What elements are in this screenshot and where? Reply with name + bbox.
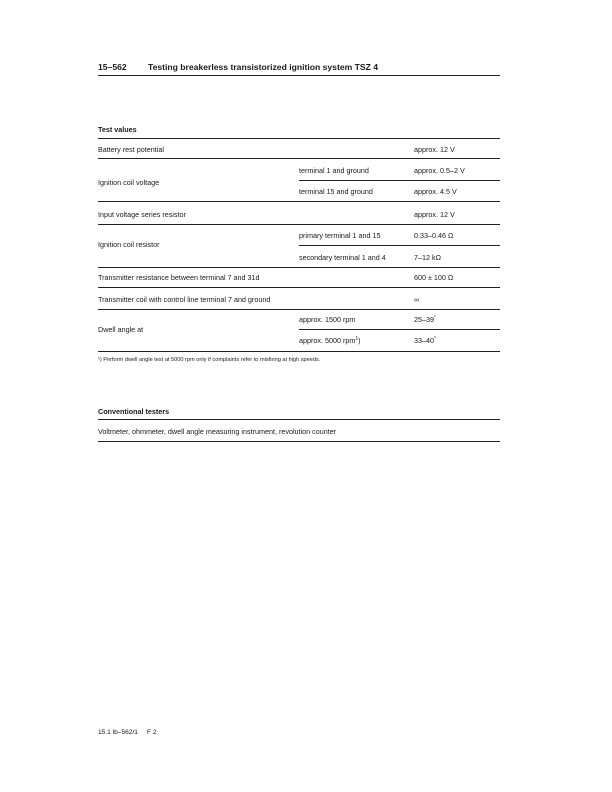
- header-rule: [98, 75, 500, 76]
- transmitter-resistance-label: Transmitter resistance between terminal 7 and 31d: [98, 273, 260, 282]
- dwell-angle-condition-1: approx. 1500 rpm: [299, 315, 356, 324]
- page-header: [98, 62, 500, 76]
- row-rule: [98, 158, 500, 159]
- page-footer: [98, 729, 157, 736]
- ignition-coil-resistor-condition-1: primary terminal 1 and 15: [299, 231, 381, 240]
- footnote-marker-paren: ): [358, 336, 361, 345]
- ignition-coil-voltage-condition-2: terminal 15 and ground: [299, 187, 373, 196]
- test-values-title: Test values: [98, 125, 137, 134]
- transmitter-coil-label: Transmitter coil with control line terminal 7 and ground: [98, 295, 271, 304]
- degree-symbol: °: [434, 336, 436, 342]
- testers-bottom-rule: [98, 441, 500, 442]
- dwell-angle-value-2: [414, 336, 436, 345]
- testers-top-rule: [98, 419, 500, 420]
- ignition-coil-voltage-value-1: approx. 0.5–2 V: [414, 166, 465, 175]
- table-top-rule: [98, 138, 500, 139]
- dwell-angle-condition-2: [299, 336, 361, 345]
- ignition-coil-voltage-condition-1: terminal 1 and ground: [299, 166, 369, 175]
- dwell-angle-value-1: [414, 315, 436, 324]
- sub-row-rule: [299, 329, 500, 330]
- footer-sheet: F 2: [146, 729, 157, 736]
- page-title: Testing breakerless transistorized ignition system TSZ 4: [148, 62, 379, 72]
- dwell-angle-value-1-number: 25–39: [414, 315, 434, 324]
- table-bottom-rule: [98, 351, 500, 352]
- conventional-testers-text: Voltmeter, ohmmeter, dwell angle measuring instrument, revolution counter: [98, 427, 337, 436]
- row-rule: [98, 201, 500, 202]
- ignition-coil-resistor-label: Ignition coil resistor: [98, 240, 160, 249]
- conventional-testers-title: Conventional testers: [98, 407, 170, 416]
- ignition-coil-voltage-label: Ignition coil voltage: [98, 178, 160, 187]
- transmitter-coil-value: ∞: [414, 295, 420, 304]
- row-rule: [98, 287, 500, 288]
- battery-rest-potential-label: Battery rest potential: [98, 145, 164, 154]
- input-voltage-series-resistor-value: approx. 12 V: [414, 210, 455, 219]
- dwell-angle-condition-2-text: approx. 5000 rpm: [299, 336, 356, 345]
- sub-row-rule: [299, 180, 500, 181]
- page-number: 15–562: [98, 62, 127, 72]
- footnote-marker: 1: [355, 336, 359, 342]
- ignition-coil-resistor-value-1: 0.33–0.46 Ω: [414, 231, 454, 240]
- battery-rest-potential-value: approx. 12 V: [414, 145, 455, 154]
- row-rule: [98, 224, 500, 225]
- ignition-coil-resistor-condition-2: secondary terminal 1 and 4: [299, 253, 386, 262]
- footnote: ¹) Perform dwell angle test at 5000 rpm only if complaints refer to misfiring at high speeds.: [98, 357, 321, 363]
- row-rule: [98, 267, 500, 268]
- dwell-angle-label: Dwell angle at: [98, 325, 144, 334]
- sub-row-rule: [299, 245, 500, 246]
- dwell-angle-value-2-number: 33–40: [414, 336, 434, 345]
- ignition-coil-resistor-value-2: 7–12 kΩ: [414, 253, 441, 262]
- footer-code: 15.1 lb–562/1: [98, 729, 138, 736]
- ignition-coil-voltage-value-2: approx. 4.5 V: [414, 187, 457, 196]
- transmitter-resistance-value: 600 ± 100 Ω: [414, 273, 454, 282]
- input-voltage-series-resistor-label: Input voltage series resistor: [98, 210, 186, 219]
- row-rule: [98, 309, 500, 310]
- degree-symbol: °: [434, 315, 436, 321]
